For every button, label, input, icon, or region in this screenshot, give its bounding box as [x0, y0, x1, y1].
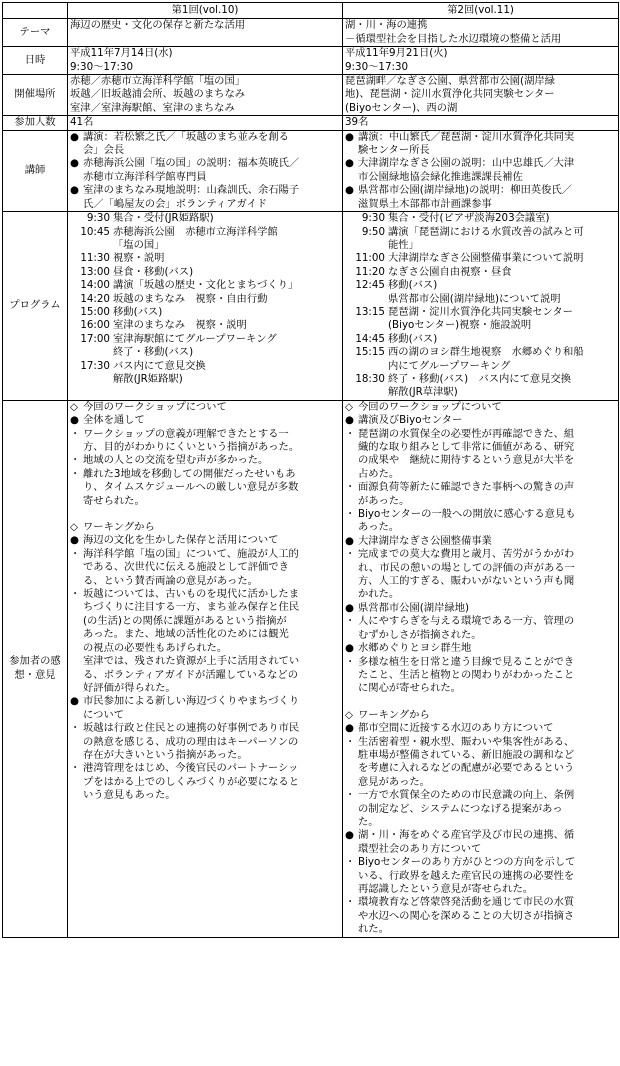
program-time: 14:20 — [80, 292, 110, 305]
text-line: いる、行政界を越えた産官民の連携の必要性を — [358, 869, 575, 882]
program-time: 16:00 — [80, 319, 110, 332]
participants-row — [3, 116, 619, 130]
text-line: 大津湖岸なぎさ公園の説明：山中忠雄氏／大津 — [358, 157, 575, 170]
program-item — [70, 319, 339, 332]
text-line: である、次世代に伝える施設として評価でき — [83, 561, 289, 574]
program-activity: 集合・受付(ピアザ淡海203会議室) — [388, 212, 550, 225]
topic-bullet — [70, 414, 339, 427]
venue-col2 — [343, 75, 619, 116]
opinion-item-text — [358, 508, 615, 535]
program-label: プログラム — [3, 212, 68, 401]
text-line: 滋賀県土木部都市計画課参事 — [358, 197, 492, 210]
text-line: 坂越／旧坂越浦会所、坂越のまちなみ — [70, 88, 246, 101]
text-line: 県営都市公園(湖岸緑地) — [358, 601, 470, 614]
text-line: 占めた。 — [358, 467, 400, 480]
text-line: 9:30～17:30 — [345, 60, 409, 73]
heading-text: ワーキングから — [83, 521, 155, 534]
text-line: 方、人工的すぎる、賑わいがないという声も聞 — [358, 575, 575, 588]
text-line: 地域の人との交流を望む声が多かった。 — [83, 454, 269, 467]
opinion-item-text — [358, 428, 615, 482]
section-heading — [345, 709, 615, 722]
program-item — [70, 360, 339, 373]
topic-bullet-text — [358, 722, 615, 735]
opinion-item-marker: ・ — [345, 896, 356, 909]
text-line: 意見があった。 — [358, 775, 430, 788]
text-line: むずかしさが指摘された。 — [358, 628, 482, 641]
topic-bullet — [345, 642, 615, 655]
opinion-item-marker: ・ — [345, 856, 356, 869]
heading-text: 今回のワークショップについて — [358, 400, 502, 413]
opinion-item — [70, 468, 339, 508]
lecturer-item-marker: ● — [345, 184, 354, 197]
program-time: 12:45 — [355, 279, 385, 292]
opinions-col2 — [343, 400, 619, 937]
text-line: Biyoセンターの一般への開放に感心する意見も — [358, 508, 576, 521]
opinion-item — [345, 736, 615, 790]
lecturer-item-marker: ● — [345, 157, 354, 170]
topic-bullet-marker: ● — [70, 414, 79, 427]
program-item — [70, 252, 339, 265]
text-line: いう意見もあった。 — [83, 789, 176, 802]
opinion-item-text — [358, 656, 615, 696]
venue-label: 開催場所 — [3, 75, 68, 116]
topic-bullet-text — [83, 695, 339, 722]
program-activity: 室津海駅館にてグループワーキング — [113, 332, 277, 345]
program-item — [70, 212, 339, 225]
opinion-item-marker: ・ — [345, 789, 356, 802]
lecturer-item — [345, 131, 615, 158]
text-line: の制定など、システムにつなげる提案があっ — [358, 802, 563, 815]
text-line: 坂越は行政と住民との連携の好事例であり市民 — [83, 722, 300, 735]
program-activity: 赤穂海浜公園 赤穂市立海洋科学館 — [113, 225, 278, 238]
program-activity: 西の湖のヨシ群生地視察 水郷めぐり和船 — [388, 346, 584, 359]
program-item — [345, 346, 615, 359]
topic-bullet-text — [358, 829, 615, 856]
opinion-item-marker: ・ — [70, 762, 81, 775]
topic-bullet-text — [83, 414, 339, 427]
text-line: (Biyoセンター)、西の湖 — [345, 101, 458, 114]
date-label: 日時 — [3, 47, 68, 75]
heading-text: 今回のワークショップについて — [83, 400, 227, 413]
program-row — [3, 212, 619, 401]
text-line: あった。 — [358, 521, 400, 534]
opinion-item-text — [83, 762, 339, 802]
opinion-item-marker: ・ — [70, 588, 81, 601]
lecturer-item-text — [83, 157, 339, 184]
text-line: があった。 — [358, 494, 410, 507]
text-line: Biyoセンターのあり方がひとつの方向を示して — [358, 856, 576, 869]
section-heading — [345, 401, 615, 414]
topic-bullet — [70, 695, 339, 722]
program-time: 11:00 — [355, 252, 385, 265]
text-line: の視点の必要性もあげられた。 — [83, 641, 228, 654]
text-line: の成果や 継続に期待するという意見が大半を — [358, 454, 575, 467]
topic-bullet — [345, 829, 615, 856]
opinions-row — [3, 400, 619, 937]
topic-bullet-marker: ● — [345, 722, 354, 735]
opinion-item-marker: ・ — [70, 547, 81, 560]
program-time: 9:30 — [361, 212, 385, 225]
program-time: 14:00 — [80, 279, 110, 292]
lecturer-item-marker: ● — [70, 130, 79, 143]
text-line: プをはかる上でのしくみづくりが必要になると — [83, 775, 300, 788]
program-activity-cont: 終了・移動(バス) — [113, 346, 194, 359]
text-line: を考慮に入れるなどの配慮が必要であるという — [358, 762, 575, 775]
topic-bullet-text — [358, 602, 615, 615]
text-line: かれた。 — [358, 588, 400, 601]
opinion-item — [345, 615, 615, 642]
program-activity-cont: (Biyoセンター)視察・施設説明 — [388, 319, 532, 332]
topic-bullet-marker: ● — [345, 829, 354, 842]
program-activity-cont: 能性」 — [388, 238, 419, 251]
program-item — [70, 226, 339, 239]
program-item — [345, 306, 615, 319]
text-line: 室津／室津海駅館、室津のまちなみ — [70, 101, 235, 114]
opinion-item-marker: ・ — [345, 735, 356, 748]
text-line: (の生活)との関係に課題があるという指摘が — [83, 614, 287, 627]
opinion-item-marker: ・ — [70, 427, 81, 440]
program-item — [345, 266, 615, 279]
opinion-item-text — [358, 896, 615, 936]
program-time: 17:00 — [80, 332, 110, 345]
opinion-item-text — [358, 548, 615, 602]
text-line: 赤穂海浜公園「塩の国」の説明：福本英暁氏／ — [83, 157, 300, 170]
text-line: 講演：中山繁氏／琵琶湖・淀川水質浄化共同実 — [358, 130, 575, 143]
opinion-item-text — [358, 736, 615, 790]
text-line: 湖・川・海の連携 — [345, 19, 428, 32]
text-line: に関心が寄せられた。 — [358, 682, 461, 695]
program-activity-cont: 内にてグループワーキング — [388, 359, 511, 372]
program-time: 11:30 — [80, 252, 110, 265]
lecturer-item — [345, 184, 615, 211]
text-line: 9:30～17:30 — [70, 60, 134, 73]
program-activity: 講演「琵琶湖における水質改善の試みと可 — [388, 225, 584, 238]
text-line: 海辺の歴史・文化の保存と新たな活用 — [70, 19, 246, 32]
text-line: 地)、琵琶湖・淀川水質浄化共同実験センター — [345, 88, 555, 101]
text-line: 海洋科学館「塩の国」について、施設が人工的 — [83, 547, 299, 560]
program-activity: 昼食・移動(バス) — [113, 265, 194, 278]
text-line: 人にやすらぎを与える環境である一方、管理の — [358, 615, 575, 628]
text-line: 海辺の文化を生かした保存と活用について — [83, 534, 279, 547]
lecturers-col2 — [343, 130, 619, 211]
text-line: 琵琶湖畔／なぎさ公園、県営都市公園(湖岸緑 — [345, 75, 555, 88]
program-activity-cont: 県営都市公園(湖岸緑地)について説明 — [388, 292, 561, 305]
opinion-item-text — [83, 588, 339, 695]
opinion-item — [70, 428, 339, 455]
opinion-item — [70, 548, 339, 588]
text-line: 全体を通して — [83, 414, 145, 427]
opinion-item-marker: ・ — [345, 548, 356, 561]
program-item — [70, 279, 339, 292]
text-line: －循環型社会を目指した水辺環境の整備と活用 — [345, 32, 562, 45]
header-col2: 第2回(vol.11) — [343, 3, 619, 19]
lecturer-item-marker: ● — [70, 184, 79, 197]
program-activity-cont: 解散(JR姫路駅) — [113, 372, 183, 385]
lecturers-col1 — [68, 130, 343, 211]
opinion-item — [70, 588, 339, 695]
topic-bullet — [345, 722, 615, 735]
program-activity: 集合・受付(JR姫路駅) — [113, 212, 214, 225]
participants-label: 参加人数 — [3, 116, 68, 130]
program-item — [70, 266, 339, 279]
opinion-item — [70, 762, 339, 802]
theme-label: テーマ — [3, 19, 68, 47]
topic-bullet — [345, 602, 615, 615]
text-line: 方、目的がわかりにくいという指摘があった。 — [83, 441, 300, 453]
opinion-item-text — [83, 428, 339, 455]
program-activity-cont: 解散(JR草津駅) — [388, 386, 458, 399]
program-item — [345, 212, 615, 225]
topic-bullet-text — [358, 535, 615, 548]
venue-row — [3, 75, 619, 116]
date-col1 — [68, 47, 343, 75]
text-line: 県営都市公園(湖岸緑地)の説明：柳田英俊氏／ — [358, 184, 572, 197]
text-line: たこと、生活と植物との関わりがわかったこと — [358, 668, 575, 681]
date-row — [3, 47, 619, 75]
text-line: 会」会長 — [83, 144, 125, 157]
text-line: あった。また、地域の活性化のためには観光 — [83, 628, 289, 641]
opinion-item-marker: ・ — [345, 427, 356, 440]
text-line: ワークショップの意義が理解できたとする一 — [83, 427, 289, 440]
text-line: について — [83, 708, 124, 721]
heading-marker: ◇ — [70, 400, 78, 413]
opinions-label: 参加者の感想・意見 — [3, 400, 68, 937]
lecturer-item-text — [358, 184, 615, 211]
program-time: 9:50 — [361, 225, 385, 238]
text-line: 大津湖岸なぎさ公園整備事業 — [358, 534, 492, 547]
opinion-item-marker: ・ — [70, 467, 81, 480]
topic-bullet-marker: ● — [345, 601, 354, 614]
opinions-col1 — [68, 400, 343, 937]
topic-bullet — [345, 535, 615, 548]
text-line: 験センター所長 — [358, 144, 430, 157]
text-line: 室津では、残された資源が上手に活用されてい — [83, 655, 300, 668]
lecturer-item-text — [358, 157, 615, 184]
heading-marker: ◇ — [345, 708, 353, 721]
topic-bullet-text — [358, 642, 615, 655]
program-activity: 大津湖岸なぎさ公園整備事業について説明 — [388, 252, 584, 265]
text-line: 赤穂／赤穂市立海洋科学館「塩の国」 — [70, 75, 246, 88]
text-line: 講演：若松繁之氏／「坂越のまち並みを創る — [83, 130, 289, 143]
opinion-item-marker: ・ — [345, 481, 356, 494]
program-col1 — [68, 212, 343, 401]
text-line: 環型社会のあり方について — [358, 842, 482, 855]
program-activity: 移動(バス) — [113, 305, 163, 318]
heading-text: ワーキングから — [358, 708, 430, 721]
date-col2 — [343, 47, 619, 75]
opinion-item-text — [358, 615, 615, 642]
topic-bullet-marker: ● — [70, 534, 79, 547]
opinion-item-marker: ・ — [70, 454, 81, 467]
program-item — [70, 293, 339, 306]
opinion-item-text — [83, 468, 339, 508]
text-line: 完成までの莫大な費用と歳月、苦労がうかがわ — [358, 548, 575, 561]
heading-marker: ◇ — [70, 521, 78, 534]
text-line: 面源負荷等新たに確認できた事柄への驚きの声 — [358, 481, 575, 494]
text-line: た。 — [358, 815, 379, 828]
program-item — [70, 333, 339, 346]
text-line: る、という賛否両論の意見があった。 — [83, 574, 258, 587]
text-line: 離れた3地域を移動しての開催だったせいもあ — [83, 467, 296, 480]
text-line: り、タイムスケジュールへの厳しい意見が多数 — [83, 481, 299, 494]
opinion-item-text — [83, 548, 339, 588]
program-time: 13:15 — [355, 305, 385, 318]
lecturer-item — [70, 131, 339, 158]
opinion-item-text — [83, 454, 339, 467]
text-line: ちづくりに注目する一方、まち並み保存と住民 — [83, 601, 300, 614]
program-activity: なぎさ公園自由視察・昼食 — [388, 265, 512, 278]
program-activity: 視察・説明 — [113, 252, 165, 265]
lecturer-item-marker: ● — [70, 157, 79, 170]
header-col1: 第1回(vol.10) — [68, 3, 343, 19]
opinion-item-text — [83, 722, 339, 762]
text-line: 環境教育など啓蒙啓発活動を通じて市民の水質 — [358, 896, 575, 909]
program-time: 15:15 — [355, 346, 385, 359]
theme-row — [3, 19, 619, 47]
theme-col2 — [343, 19, 619, 47]
lecturer-item — [70, 157, 339, 184]
text-line: れ、市民の憩いの場としての評価の声がある一 — [358, 561, 575, 574]
opinion-item — [345, 656, 615, 696]
program-item — [345, 279, 615, 292]
text-line: や水辺への関心を深めることの大切さが指摘さ — [358, 909, 575, 922]
program-activity: 講演「坂越の歴史・文化とまちづくり」 — [113, 279, 299, 292]
participants-col1: 41名 — [68, 116, 343, 130]
text-line: 寄せられた。 — [83, 494, 145, 507]
text-line: の熱意を感じる、成功の理由はキーパーソンの — [83, 735, 299, 748]
program-time: 13:00 — [80, 265, 110, 278]
program-time: 18:30 — [355, 372, 385, 385]
lecturer-item-text — [358, 131, 615, 158]
program-time: 15:00 — [80, 305, 110, 318]
lecturer-item — [70, 184, 339, 211]
text-line: 市民参加による新しい海辺づくりやまちづくり — [83, 695, 300, 708]
program-item — [345, 333, 615, 346]
program-activity: バス内にて意見交換 — [113, 359, 206, 372]
venue-col1 — [68, 75, 343, 116]
text-line: 湖・川・海をめぐる産官学及び市民の連携、循 — [358, 829, 575, 842]
text-line: 平成11年9月21日(火) — [345, 47, 448, 60]
opinion-item — [345, 896, 615, 936]
program-time: 11:20 — [355, 265, 385, 278]
header-row — [3, 3, 619, 19]
program-activity: 移動(バス) — [388, 332, 438, 345]
heading-marker: ◇ — [345, 400, 353, 413]
spacer — [70, 508, 339, 521]
lecturers-row — [3, 130, 619, 211]
topic-bullet-text — [83, 534, 339, 547]
text-line: 琵琶湖の水質保全の必要性が再確認できた、組 — [358, 427, 575, 440]
text-line: る、ボランティアガイドが活躍しているなどの — [83, 668, 298, 681]
program-item — [345, 226, 615, 239]
text-line: れた。 — [358, 923, 389, 936]
program-time: 17:30 — [80, 359, 110, 372]
participants-col2: 39名 — [343, 116, 619, 130]
opinion-item — [345, 428, 615, 482]
opinion-item — [70, 454, 339, 467]
text-line: 港湾管理をはじめ、今後官民のパートナーシッ — [83, 762, 299, 775]
opinion-item-text — [358, 856, 615, 896]
lecturer-item — [345, 157, 615, 184]
text-line: 存在が大きいという指摘があった。 — [83, 748, 248, 761]
lecturer-item-marker: ● — [345, 130, 354, 143]
opinion-item — [345, 789, 615, 829]
text-line: 市公園緑地協会緑化推進課課長補佐 — [358, 170, 523, 183]
lecturer-item-text — [83, 184, 339, 211]
lecturers-label: 講師 — [3, 130, 68, 211]
opinion-item-marker: ・ — [345, 615, 356, 628]
spacer — [345, 696, 615, 709]
lecturer-item-text — [83, 131, 339, 158]
program-item — [345, 252, 615, 265]
text-line: 坂越については、古いものを現代に活かしたま — [83, 588, 300, 601]
section-heading — [70, 401, 339, 414]
opinion-item — [345, 508, 615, 535]
opinion-item-text — [358, 789, 615, 829]
opinion-item — [345, 481, 615, 508]
topic-bullet-marker: ● — [70, 695, 79, 708]
opinion-item — [345, 856, 615, 896]
text-line: 生活密着型・親水型、賑わいや集客性がある、 — [358, 735, 575, 748]
text-line: 織的な取り組みとして非常に価値がある、研究 — [358, 441, 575, 453]
topic-bullet-marker: ● — [345, 534, 354, 547]
topic-bullet-marker: ● — [345, 642, 354, 655]
program-col2 — [343, 212, 619, 401]
opinion-item-marker: ・ — [345, 655, 356, 668]
theme-col1 — [68, 19, 343, 47]
opinion-item-marker: ・ — [70, 722, 81, 735]
text-line: 好評価が得られた。 — [83, 681, 176, 694]
text-line: 再認識したという意見が寄せられた。 — [358, 883, 534, 895]
topic-bullet — [70, 534, 339, 547]
topic-bullet-text — [358, 414, 615, 427]
program-item — [70, 306, 339, 319]
topic-bullet — [345, 414, 615, 427]
text-line: 水郷めぐりとヨシ群生地 — [358, 642, 472, 655]
text-line: 多様な植生を日常と違う目線で見ることができ — [358, 655, 575, 668]
program-activity: 終了・移動(バス) バス内にて意見交換 — [388, 372, 572, 385]
text-line: 室津のまちなみ現地説明：山森訓氏、余石陽子 — [83, 184, 300, 197]
opinion-item-text — [358, 481, 615, 508]
program-item — [345, 373, 615, 386]
text-line: 平成11年7月14日(水) — [70, 47, 173, 60]
program-time: 9:30 — [86, 212, 110, 225]
program-activity-cont: 「塩の国」 — [113, 238, 165, 251]
section-heading — [70, 521, 339, 534]
opinion-item — [345, 548, 615, 602]
text-line: 都市空間に近接する水辺のあり方について — [358, 722, 554, 735]
text-line: 一方で水質保全のための市民意識の向上、条例 — [358, 789, 575, 802]
program-time: 10:45 — [80, 225, 110, 238]
opinion-item-marker: ・ — [345, 508, 356, 521]
program-activity: 室津のまちなみ 視察・説明 — [113, 319, 247, 332]
topic-bullet-marker: ● — [345, 414, 354, 427]
header-empty-cell — [3, 3, 68, 19]
program-activity: 坂越のまちなみ 視察・自由行動 — [113, 292, 268, 305]
workshop-comparison-table — [2, 2, 619, 938]
program-time: 14:45 — [355, 332, 385, 345]
text-line: 講演及びBiyoセンター — [358, 414, 463, 427]
opinion-item — [70, 722, 339, 762]
program-activity: 移動(バス) — [388, 279, 438, 292]
text-line: 駐車場が整備されている、新旧施設の調和など — [358, 748, 575, 761]
text-line: 氏／「嶋屋友の会」ボランティアガイド — [83, 197, 268, 210]
text-line: 赤穂市立海洋科学館専門員 — [83, 170, 207, 183]
program-activity: 琵琶湖・淀川水質浄化共同実験センター — [388, 305, 573, 318]
